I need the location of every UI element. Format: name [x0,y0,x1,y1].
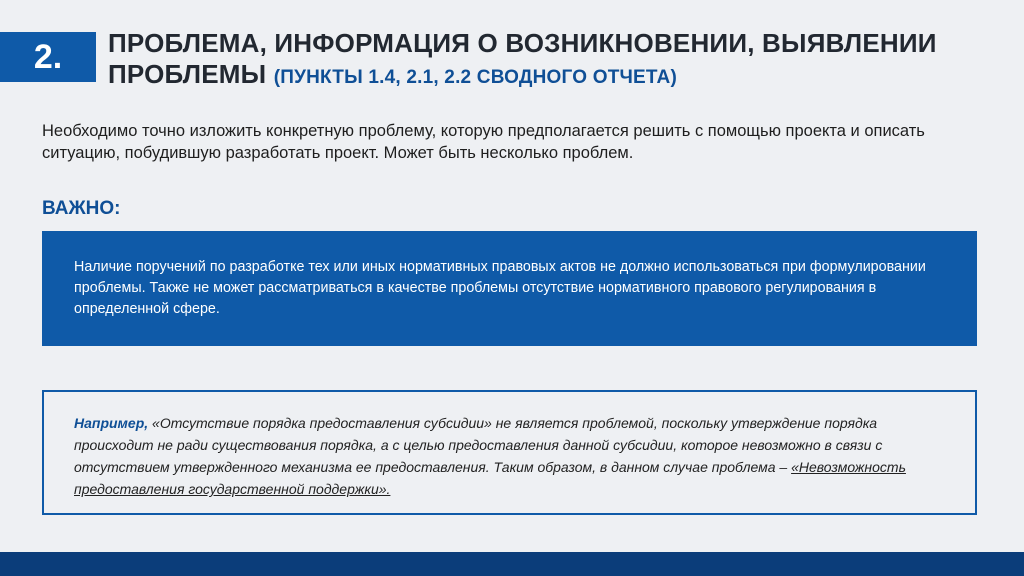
important-callout-text: Наличие поручений по разработке тех или иных нормативных правовых актов не должно использоваться при формулировании проблемы. Также не может рассматриваться в качестве проблемы отсутствие нормативного правового регулирования в определенной сфере. [74,259,926,317]
intro-paragraph: Необходимо точно изложить конкретную проблему, которую предполагается решить с помощью проекта и описать ситуацию, побудившую разработать проект. Может быть несколько проблем. [42,122,925,162]
slide-title-sub: (ПУНКТЫ 1.4, 2.1, 2.2 СВОДНОГО ОТЧЕТА) [273,67,677,88]
slide-title-main: ПРОБЛЕМА, ИНФОРМАЦИЯ О ВОЗНИКНОВЕНИИ, ВЫЯВЛЕНИИ ПРОБЛЕМЫ [108,28,937,89]
section-number: 2. [33,37,63,76]
footer-bar [0,552,1024,576]
example-quote: «Невозможность предоставления государственной поддержки». [74,459,906,497]
important-heading: ВАЖНО: [42,198,121,219]
example-lead: Например, [74,415,149,431]
slide-title [108,28,1008,93]
section-number-badge [0,32,96,82]
important-callout [42,231,977,346]
example-text: «Отсутствие порядка предоставления субсидии» не является проблемой, поскольку утверждение порядка происходит не ради существования порядка, а с целью предоставления данной субсидии, которое невозможно в связи с отсутствием утвержденного механизма ее предоставления. Таким образом, в данном случае проблема – [74,415,883,475]
example-box [42,390,977,515]
